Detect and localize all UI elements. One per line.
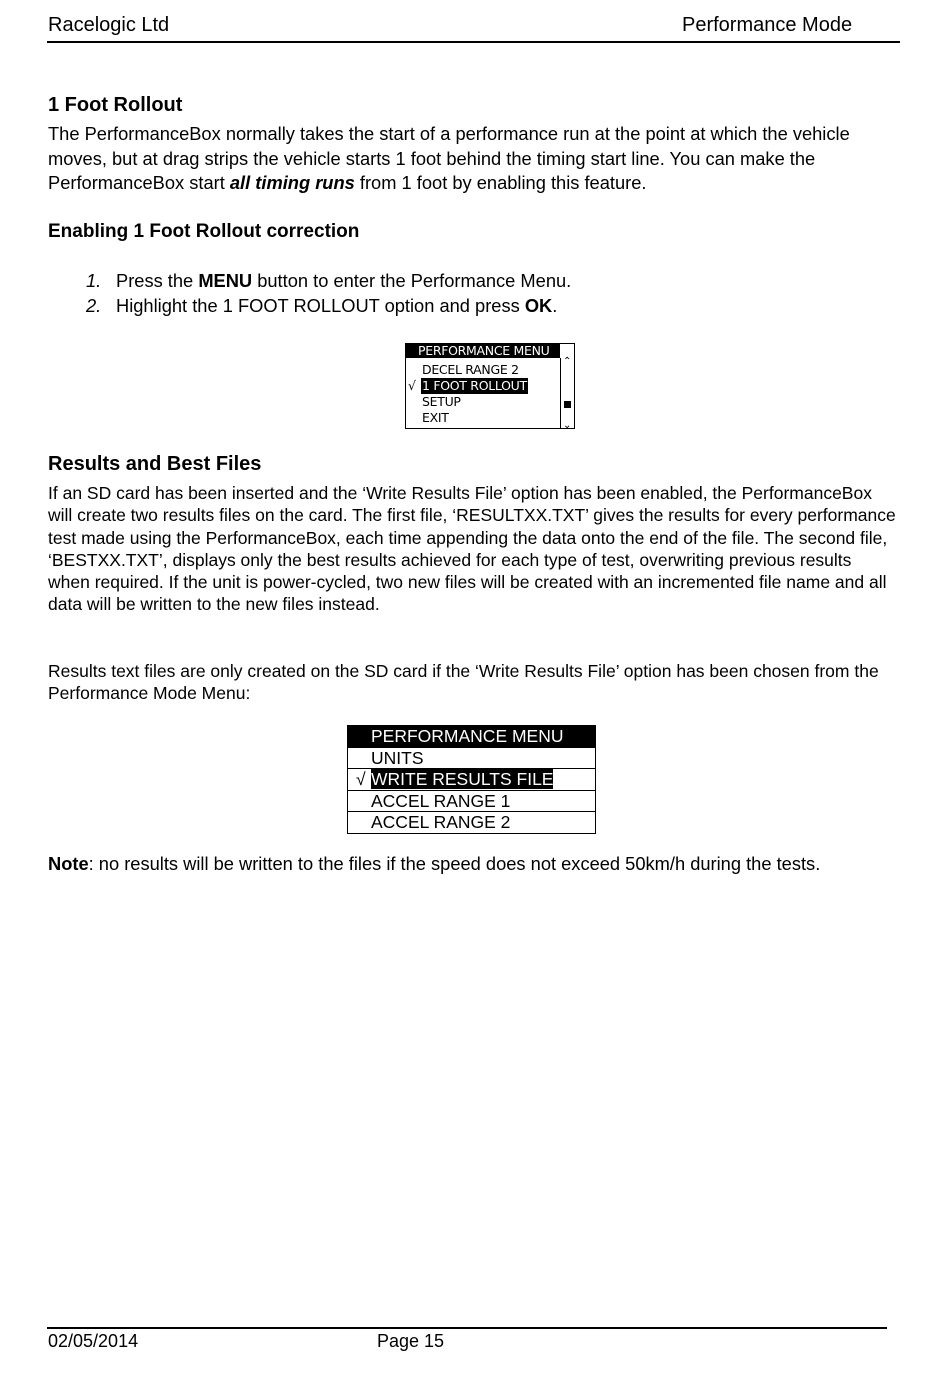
results-text-2: Results text files are only created on the SD card if the ‘Write Results File’ option has been chosen from the Performance Mode Menu: <box>48 661 879 704</box>
results-paragraph-2 <box>48 660 903 705</box>
note-text: : no results will be written to the files if the speed does not exceed 50km/h during the tests. <box>88 853 821 874</box>
lcd-item-label: EXIT <box>422 410 449 425</box>
menu-item-label: WRITE RESULTS FILE <box>371 769 554 790</box>
step-text: . <box>552 294 558 316</box>
lcd-item-label: DECEL RANGE 2 <box>422 362 519 377</box>
rollout-steps <box>48 269 848 318</box>
step-item <box>48 294 848 319</box>
menu-row <box>348 812 596 834</box>
rollout-subheading: Enabling 1 Foot Rollout correction <box>48 221 360 242</box>
menu-cell <box>348 769 596 791</box>
menu-title: PERFORMANCE MENU <box>348 726 596 748</box>
results-heading: Results and Best Files <box>48 453 262 475</box>
results-paragraph-1 <box>48 482 898 616</box>
check-icon: √ <box>356 769 366 790</box>
menu-row <box>348 790 596 812</box>
step-number: 1. <box>86 270 102 291</box>
menu-cell <box>348 812 596 834</box>
footer-divider <box>47 1327 887 1329</box>
menu-item-label: ACCEL RANGE 1 <box>371 790 511 811</box>
header-section: Performance Mode <box>682 14 853 36</box>
scroll-up-icon: ⌃ <box>563 356 572 367</box>
results-text-1: If an SD card has been inserted and the ‘Write Results File’ option has been enabled, the PerformanceBox will create two results files on the card. The first file, ‘RESULTXX.TXT’ gives the results for every performance test made using the PerformanceBox, each time appending the data onto the end of the file. The second file, ‘BESTXX.TXT’, displays only the best results achieved for each type of test, overwriting previous results when required. If the unit is power-cycled, two new files will be created with an incremented file name and all data will be written to the new files instead. <box>48 483 896 615</box>
rollout-emphasis: all timing runs <box>229 172 355 193</box>
lcd-item-label: SETUP <box>422 394 461 409</box>
step-key: MENU <box>198 270 253 291</box>
header-divider <box>47 41 900 43</box>
lcd-item-label: 1 FOOT ROLLOUT <box>422 378 527 393</box>
menu-cell <box>348 747 596 769</box>
menu-row <box>348 747 596 769</box>
footer-page-number: Page 15 <box>377 1331 445 1351</box>
rollout-paragraph <box>48 122 903 196</box>
step-text: Press the <box>116 270 199 291</box>
step-text: button to enter the Performance Menu. <box>252 270 572 291</box>
check-icon: √ <box>408 378 416 393</box>
note-paragraph <box>48 852 908 877</box>
menu-item-label: ACCEL RANGE 2 <box>371 812 511 833</box>
menu-item-label: UNITS <box>371 747 424 768</box>
scroll-down-icon: ⌄ <box>563 420 572 431</box>
rollout-text-b: from 1 foot by enabling this feature. <box>354 172 647 193</box>
step-key: OK <box>524 294 553 316</box>
step-item <box>48 269 848 294</box>
rollout-text-a: The PerformanceBox normally takes the start of a performance run at the point at which the vehicle moves, but at drag strips the vehicle starts 1 foot behind the timing start line. You can make the PerformanceBox start <box>48 123 850 193</box>
note-label: Note <box>48 853 89 874</box>
step-number: 2. <box>86 294 102 316</box>
lcd-title: PERFORMANCE MENU <box>406 344 560 358</box>
rollout-heading: 1 Foot Rollout <box>48 94 183 116</box>
performance-menu-table <box>347 725 596 834</box>
menu-title-row <box>348 726 596 748</box>
footer-date: 02/05/2014 <box>48 1331 139 1351</box>
step-text: Highlight the 1 FOOT ROLLOUT option and press <box>116 294 525 316</box>
scroll-thumb <box>564 401 571 408</box>
menu-cell <box>348 790 596 812</box>
header-company: Racelogic Ltd <box>48 14 170 36</box>
lcd-scrollbar <box>560 356 575 431</box>
lcd-screen <box>405 343 575 429</box>
menu-row-selected <box>348 769 596 791</box>
